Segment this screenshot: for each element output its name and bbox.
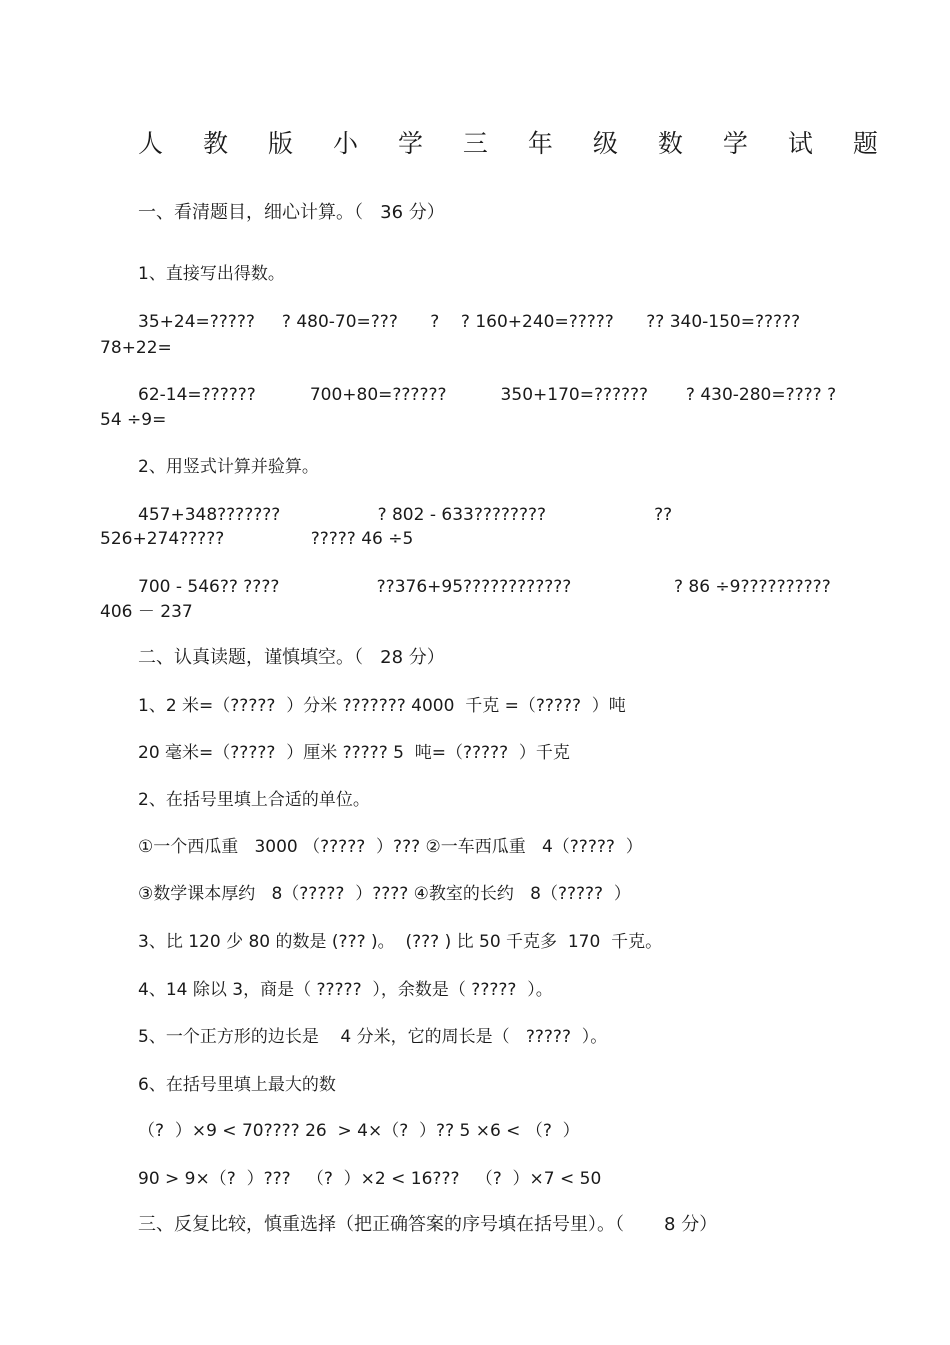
title-char: 学 xyxy=(397,129,423,158)
title-char: 小 xyxy=(332,129,358,158)
s2-q2-label: 2、在括号里填上合适的单位。 xyxy=(138,790,370,810)
q2-row-2: 700 - 546?? ???? ??376+95???????????? ? 86 ÷9?????????? xyxy=(138,577,831,597)
title-char: 数 xyxy=(657,129,683,158)
q1-row-2-wrap: 54 ÷9= xyxy=(100,410,167,430)
q1-row-2: 62-14=?????? 700+80=?????? 350+170=?????? ? 430-280=???? ? xyxy=(138,385,837,405)
s2-q6-label: 6、在括号里填上最大的数 xyxy=(138,1075,336,1095)
page-title xyxy=(138,124,878,160)
s2-q2-row-1: ①一个西瓜重 3000 （????? ）??? ②一车西瓜重 4（????? ） xyxy=(138,837,643,857)
section-2-heading: 二、认真读题，谨慎填空。（ 28 分） xyxy=(138,647,445,668)
q2-row-2-wrap: 406 － 237 xyxy=(100,602,193,622)
q1-row-1: 35+24=????? ? 480-70=??? ? ? 160+240=????? ?? 340-150=????? xyxy=(138,312,801,332)
s2-q6-row-1: （? ）×9 < 70???? 26 > 4×（? ）?? 5 ×6 < （? ） xyxy=(138,1121,580,1141)
title-char: 学 xyxy=(722,129,748,158)
title-char: 教 xyxy=(202,129,228,158)
s2-q4: 4、14 除以 3，商是（ ????? ），余数是（ ????? ）。 xyxy=(138,980,553,1000)
q2-row-1: 457+348??????? ? 802 - 633???????? ?? xyxy=(138,505,673,525)
title-char: 题 xyxy=(852,129,878,158)
title-char: 版 xyxy=(267,129,293,158)
title-char: 人 xyxy=(138,129,164,158)
section-1-heading: 一、看清题目，细心计算。（ 36 分） xyxy=(138,202,445,223)
s2-q6-row-2: 90 > 9×（? ）??? （? ）×2 < 16??? （? ）×7 < 50 xyxy=(138,1169,602,1189)
q1-row-1-wrap: 78+22= xyxy=(100,338,172,358)
q2-label: 2、用竖式计算并验算。 xyxy=(138,457,319,477)
section-3-heading: 三、反复比较，慎重选择（把正确答案的序号填在括号里）。（ 8 分） xyxy=(138,1214,718,1235)
s2-q3: 3、比 120 少 80 的数是 (??? )。 (??? ) 比 50 千克多 170 千克。 xyxy=(138,932,663,952)
s2-q1-row-2: 20 毫米=（????? ）厘米 ????? 5 吨=（????? ）千克 xyxy=(138,743,570,763)
title-char: 级 xyxy=(592,129,618,158)
title-char: 试 xyxy=(787,129,813,158)
title-char: 年 xyxy=(527,129,553,158)
s2-q2-row-2: ③数学课本厚约 8（????? ）???? ④教室的长约 8（????? ） xyxy=(138,884,631,904)
s2-q1-row-1: 1、2 米=（????? ）分米 ??????? 4000 千克 =（????? ）吨 xyxy=(138,696,626,716)
q2-row-1-wrap: 526+274????? ????? 46 ÷5 xyxy=(100,529,414,549)
q1-label: 1、直接写出得数。 xyxy=(138,264,285,284)
title-char: 三 xyxy=(462,129,488,158)
s2-q5: 5、一个正方形的边长是 4 分米，它的周长是（ ????? ）。 xyxy=(138,1027,608,1047)
